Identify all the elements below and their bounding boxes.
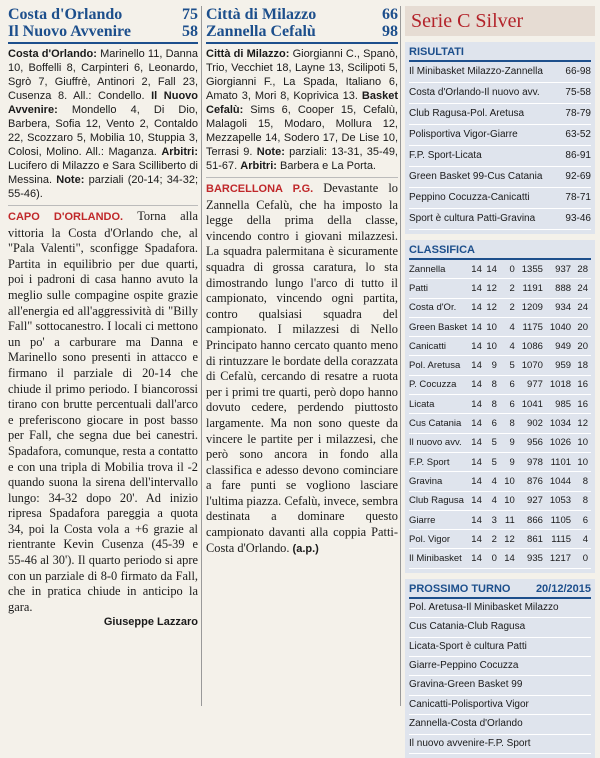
section-divider [206, 177, 398, 178]
standings-stat: 20 [574, 337, 591, 356]
standings-stat: 14 [470, 317, 485, 336]
standings-stat: 0 [574, 549, 591, 568]
standings-stat: 14 [470, 510, 485, 529]
standings-stat: 5 [485, 452, 500, 471]
box-team-label: Costa d'Orlando: [8, 48, 101, 60]
standings-stat: 4 [500, 317, 518, 336]
standings-stat: 934 [546, 298, 574, 317]
standings-stat: 1086 [518, 337, 546, 356]
standings-stat: 977 [518, 375, 546, 394]
standings-stat: 14 [500, 549, 518, 568]
standings-stat: 2 [500, 298, 518, 317]
standings-stat: 28 [574, 260, 591, 279]
standings-row [409, 491, 591, 510]
next-round-date: 20/12/2015 [535, 582, 591, 595]
standings-stat: 1115 [546, 530, 574, 549]
header-divider [206, 42, 398, 44]
result-row [409, 188, 591, 209]
next-round-header [409, 581, 591, 599]
standings-stat: 1070 [518, 356, 546, 375]
box-team-players: Marinello 11, Danna 10, Boffelli 8, Carpinteri 6, Leonardo, Sgrò 7, Giuffrè, Antinori 2, Fall 23, Cusenza 8. All.: Condello. [8, 48, 198, 102]
standings-stat: 14 [470, 298, 485, 317]
game1-home-score: 75 [182, 6, 198, 23]
standings-stat: 8 [485, 395, 500, 414]
standings-stat: 9 [500, 452, 518, 471]
standings-stat: 1191 [518, 279, 546, 298]
result-match: Costa d'Orlando-Il nuovo avv. [409, 87, 540, 98]
standings-row [409, 375, 591, 394]
result-row [409, 209, 591, 230]
header-divider [8, 42, 198, 44]
standings-team: Canicatti [409, 337, 470, 356]
result-score: 78-79 [565, 108, 591, 119]
result-row [409, 83, 591, 104]
standings-stat: 8 [574, 472, 591, 491]
standings-stat: 0 [485, 549, 500, 568]
article-body: Torna alla vittoria la Costa d'Orlando che, al "Pala Valenti", sconfigge Spadafora. Partita in equilibrio per due quarti, poi i padroni di casa hanno avuto la meglio sulle compagine ospite grazie all'energia ed all'aggressività di "Billy Fall" sottocanestro. I locali ci mettono un po' a carburare ma Danna e Marinello sono presenti in attacco e firmano il parziale di 20-14 che chiude il primo periodo. I biancorossi tirano con brutte percentuali dall'arco e preferiscono giocare in post basso per Fall, che segna due bei canestri. Spadafora, comunque, resta a contatto e con una tripla di Mobilia trova il -2 quando suona la sirena dell'intervallo lungo: 34-32 dopo 20'. Ad inizio ripresa Spadafora pareggia a quota 34, poi la Costa vola a +6 grazie al rientrante Kevin Cusenza (45-39 e 55-46 al 30'). Il quarto periodo si apre con un parziale di 8-0 firmato da Fall, che in pratica chiude in anticipo la gara. [8, 209, 198, 614]
standings-stat: 866 [518, 510, 546, 529]
result-match: F.P. Sport-Licata [409, 150, 482, 161]
standings-stat: 12 [574, 414, 591, 433]
standings-stat: 1355 [518, 260, 546, 279]
next-round-title: PROSSIMO TURNO [409, 582, 511, 595]
game2-home-team: Città di Milazzo [206, 6, 317, 23]
next-round-match: Zannella-Costa d'Orlando [409, 715, 591, 734]
result-match: Il Minibasket Milazzo-Zannella [409, 66, 543, 77]
standings-stat: 1053 [546, 491, 574, 510]
next-round-match: Giarre-Peppino Cocuzza [409, 657, 591, 676]
standings-row [409, 510, 591, 529]
result-score: 75-58 [565, 87, 591, 98]
game1-article [8, 209, 198, 615]
standings-stat: 5 [500, 356, 518, 375]
game2-boxscore [206, 47, 398, 173]
article-body: Devastante lo Zannella Cefalù, che ha imposto la legge della prima della classe, vincendo contro i giovani milazzesi. La squadra palermitana è sicuramente squadra di grossa caratura, lo sta dimostrando lungo l'arco di tutto il campionato, vincendo ogni partita, contro qualsiasi squadra del campionato. I milazzesi di Nello Principato hanno cercato quanto meno di rintuzzare le bordate della corazzata di Cefalù, cercando di resatre a ruota per i primi tre quarti, però dopo hanno dovuto cedere, perdendo piuttosto largamente. Ma non sono queste da vincere le partite per i milazzesi, che però sono ancora in fondo alla classifica e adesso devono cominciare a fare punti se vogliono lasciare l'ultima piazza. Cefalù, invece, sembra destinata a dominare questo campionato davanti alla coppia Patti-Costa d'Orlando. [206, 181, 398, 555]
standings-stat: 949 [546, 337, 574, 356]
game2-column [206, 6, 398, 557]
standings-sidebar [405, 6, 595, 758]
standings-stat: 10 [500, 491, 518, 510]
game1-column [8, 6, 198, 628]
standings-stat: 861 [518, 530, 546, 549]
standings-stat: 959 [546, 356, 574, 375]
standings-stat: 2 [485, 530, 500, 549]
result-score: 93-46 [565, 213, 591, 224]
standings-row [409, 260, 591, 279]
note-text: parziali (20-14; 34-32; 55-46). [8, 174, 198, 200]
results-title: RISULTATI [409, 44, 591, 62]
standings-stat: 14 [470, 549, 485, 568]
standings-stat: 14 [470, 414, 485, 433]
standings-stat: 1101 [546, 452, 574, 471]
next-round-panel [405, 579, 595, 758]
standings-team: Costa d'Or. [409, 298, 470, 317]
standings-stat: 18 [574, 356, 591, 375]
standings-stat: 1034 [546, 414, 574, 433]
result-match: Peppino Cocuzza-Canicatti [409, 192, 530, 203]
standings-stat: 4 [485, 491, 500, 510]
game1-home-team: Costa d'Orlando [8, 6, 123, 23]
standings-stat: 14 [470, 279, 485, 298]
standings-team: Green Basket [409, 317, 470, 336]
box-team-label: Il Nuovo Avvenire: [8, 90, 198, 116]
standings-row [409, 356, 591, 375]
standings-stat: 14 [470, 395, 485, 414]
next-round-match: Gravina-Green Basket 99 [409, 676, 591, 695]
result-match: Green Basket 99-Cus Catania [409, 171, 543, 182]
standings-stat: 876 [518, 472, 546, 491]
standings-stat: 902 [518, 414, 546, 433]
standings-stat: 10 [485, 317, 500, 336]
standings-stat: 888 [546, 279, 574, 298]
result-row [409, 104, 591, 125]
result-match: Club Ragusa-Pol. Aretusa [409, 108, 525, 119]
standings-team: Zannella [409, 260, 470, 279]
standings-stat: 937 [546, 260, 574, 279]
standings-stat: 1217 [546, 549, 574, 568]
standings-stat: 10 [574, 452, 591, 471]
game1-away-score: 58 [182, 23, 198, 40]
result-row [409, 125, 591, 146]
standings-stat: 4 [485, 472, 500, 491]
standings-stat: 6 [500, 395, 518, 414]
game1-home-row [8, 6, 198, 23]
standings-team: Club Ragusa [409, 491, 470, 510]
game2-away-row [206, 23, 398, 40]
standings-stat: 14 [470, 260, 485, 279]
standings-stat: 9 [485, 356, 500, 375]
standings-panel [405, 240, 595, 573]
standings-stat: 956 [518, 433, 546, 452]
standings-stat: 6 [574, 510, 591, 529]
article-author: (a.p.) [292, 542, 319, 555]
game1-away-team: Il Nuovo Avvenire [8, 23, 131, 40]
next-round-match: Il nuovo avvenire-F.P. Sport [409, 735, 591, 754]
standings-team: Il nuovo avv. [409, 433, 470, 452]
result-score: 86-91 [565, 150, 591, 161]
standings-row [409, 530, 591, 549]
standings-stat: 0 [500, 260, 518, 279]
standings-stat: 14 [470, 530, 485, 549]
standings-stat: 11 [500, 510, 518, 529]
standings-row [409, 317, 591, 336]
standings-stat: 14 [470, 375, 485, 394]
standings-row [409, 433, 591, 452]
standings-stat: 1041 [518, 395, 546, 414]
standings-title: CLASSIFICA [409, 242, 591, 260]
standings-stat: 1018 [546, 375, 574, 394]
column-divider [400, 6, 401, 706]
standings-stat: 6 [485, 414, 500, 433]
next-round-match: Cus Catania-Club Ragusa [409, 618, 591, 637]
standings-stat: 5 [485, 433, 500, 452]
standings-stat: 8 [485, 375, 500, 394]
standings-stat: 927 [518, 491, 546, 510]
standings-stat: 1044 [546, 472, 574, 491]
standings-row [409, 549, 591, 568]
standings-team: Licata [409, 395, 470, 414]
note-label: Note: [56, 174, 89, 186]
result-score: 78-71 [565, 192, 591, 203]
standings-stat: 10 [500, 472, 518, 491]
standings-stat: 1026 [546, 433, 574, 452]
column-divider [201, 6, 202, 706]
box-team-players: Mondello 4, Di Dio, Barbera, Sofia 12, Vento 2, Contaldo 22, Scozzaro 5, Mobilia 10, Stuppia 3, Colosi, Molino. All.: Maganza. [8, 104, 198, 158]
standings-row [409, 298, 591, 317]
box-team-label: Città di Milazzo: [206, 48, 293, 60]
result-match: Polisportiva Vigor-Giarre [409, 129, 518, 140]
standings-team: Pol. Aretusa [409, 356, 470, 375]
standings-stat: 24 [574, 279, 591, 298]
standings-row [409, 452, 591, 471]
standings-row [409, 395, 591, 414]
standings-stat: 16 [574, 375, 591, 394]
result-row [409, 62, 591, 83]
note-label: Note: [256, 146, 290, 158]
result-row [409, 167, 591, 188]
section-divider [8, 205, 198, 206]
standings-row [409, 337, 591, 356]
standings-stat: 24 [574, 298, 591, 317]
article-dateline: CAPO D'ORLANDO. [8, 211, 138, 223]
next-round-match: Licata-Sport è cultura Patti [409, 638, 591, 657]
standings-stat: 4 [574, 530, 591, 549]
standings-stat: 12 [485, 298, 500, 317]
standings-stat: 20 [574, 317, 591, 336]
box-team-label: Basket Cefalù: [206, 90, 398, 116]
standings-team: Giarre [409, 510, 470, 529]
standings-row [409, 414, 591, 433]
box-team-players: Giorgianni C., Spanò, Trio, Vecchiet 18, Layne 13, Scilipoti 5, Giorgianni F., La Spada, Italiano 6, Amato 3, Mori 8, Koprivica 13. [206, 48, 398, 102]
article-author: Giuseppe Lazzaro [103, 616, 198, 629]
arbitri-text: Barbera e La Porta. [279, 160, 376, 172]
result-match: Sport è cultura Patti-Gravina [409, 213, 536, 224]
standings-stat: 8 [500, 414, 518, 433]
standings-stat: 14 [470, 491, 485, 510]
result-score: 66-98 [565, 66, 591, 77]
arbitri-label: Arbitri: [161, 146, 198, 158]
standings-stat: 985 [546, 395, 574, 414]
standings-stat: 14 [470, 433, 485, 452]
standings-stat: 14 [485, 260, 500, 279]
standings-stat: 1105 [546, 510, 574, 529]
game2-home-score: 66 [382, 6, 398, 23]
standings-row [409, 279, 591, 298]
standings-stat: 9 [500, 433, 518, 452]
standings-stat: 3 [485, 510, 500, 529]
game2-home-row [206, 6, 398, 23]
standings-stat: 4 [500, 337, 518, 356]
standings-stat: 14 [470, 356, 485, 375]
game2-away-score: 98 [382, 23, 398, 40]
standings-stat: 8 [574, 491, 591, 510]
standings-stat: 2 [500, 279, 518, 298]
result-row [409, 146, 591, 167]
article-dateline: BARCELLONA P.G. [206, 183, 324, 195]
standings-stat: 10 [574, 433, 591, 452]
standings-stat: 10 [485, 337, 500, 356]
game2-article [206, 181, 398, 557]
standings-team: Patti [409, 279, 470, 298]
box-team-players: Sims 6, Cooper 15, Cefalù, Malagoli 15, Modaro, Mollura 12, Mezzapelle 14, Sodero 17, De Lise 10, Terrasi 9. [206, 104, 398, 158]
standings-stat: 14 [470, 452, 485, 471]
result-score: 92-69 [565, 171, 591, 182]
standings-stat: 14 [470, 472, 485, 491]
arbitri-text: Lucifero di Milazzo e Sara Scilliberto di Messina. [8, 160, 198, 186]
next-round-match: Pol. Aretusa-Il Minibasket Milazzo [409, 599, 591, 618]
standings-stat: 6 [500, 375, 518, 394]
game2-away-team: Zannella Cefalù [206, 23, 316, 40]
standings-stat: 12 [485, 279, 500, 298]
next-round-match: Canicatti-Polisportiva Vigor [409, 696, 591, 715]
standings-team: Il Minibasket [409, 549, 470, 568]
league-title: Serie C Silver [405, 6, 595, 36]
results-panel [405, 42, 595, 234]
standings-row [409, 472, 591, 491]
standings-stat: 16 [574, 395, 591, 414]
standings-stat: 12 [500, 530, 518, 549]
standings-team: Cus Catania [409, 414, 470, 433]
standings-stat: 935 [518, 549, 546, 568]
standings-team: Gravina [409, 472, 470, 491]
game1-boxscore [8, 47, 198, 201]
standings-team: F.P. Sport [409, 452, 470, 471]
arbitri-label: Arbitri: [240, 160, 280, 172]
standings-stat: 14 [470, 337, 485, 356]
standings-team: P. Cocuzza [409, 375, 470, 394]
game1-away-row [8, 23, 198, 40]
standings-team: Pol. Vigor [409, 530, 470, 549]
standings-stat: 1209 [518, 298, 546, 317]
standings-stat: 1175 [518, 317, 546, 336]
standings-stat: 978 [518, 452, 546, 471]
standings-stat: 1040 [546, 317, 574, 336]
result-score: 63-52 [565, 129, 591, 140]
note-text: parziali: 13-31, 35-49, 51-67. [206, 146, 398, 172]
